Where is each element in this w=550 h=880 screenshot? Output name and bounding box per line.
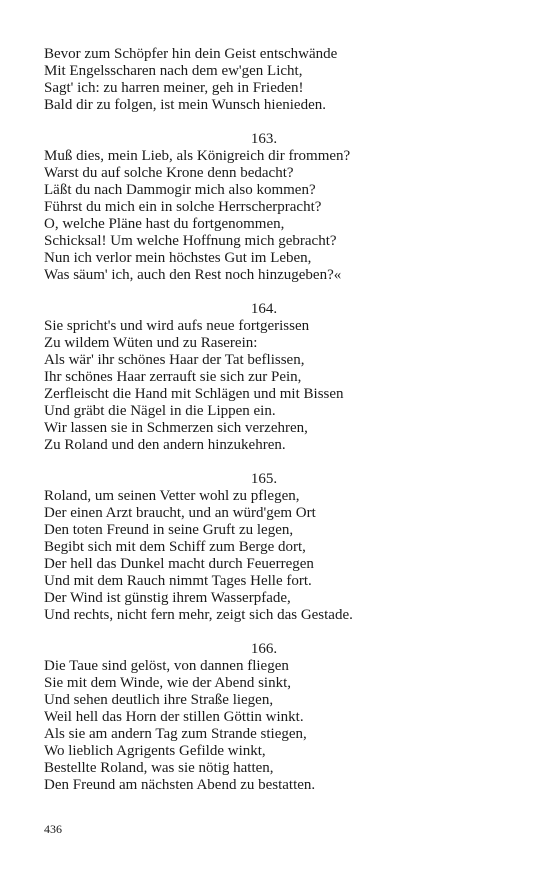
verse-line: Zerfleischt die Hand mit Schlägen und mit Bissen — [44, 386, 344, 402]
stanza-number: 166. — [250, 641, 278, 657]
verse-line: Den toten Freund in seine Gruft zu legen, — [44, 522, 294, 538]
stanza-number: 163. — [250, 131, 278, 147]
stanza-163 — [44, 131, 484, 284]
stanza-164 — [44, 301, 484, 454]
verse-line: Bald dir zu folgen, ist mein Wunsch hienieden. — [44, 97, 326, 113]
verse-line: Was säum' ich, auch den Rest noch hinzugeben?« — [44, 267, 342, 283]
verse-line: Sagt' ich: zu harren meiner, geh in Frieden! — [44, 80, 304, 96]
verse-line: Muß dies, mein Lieb, als Königreich dir frommen? — [44, 148, 351, 164]
verse-line: Und sehen deutlich ihre Straße liegen, — [44, 692, 274, 708]
verse-line: Zu wildem Wüten und zu Raserein: — [44, 335, 258, 351]
verse-line: Roland, um seinen Vetter wohl zu pflegen, — [44, 488, 300, 504]
verse-line: Und gräbt die Nägel in die Lippen ein. — [44, 403, 276, 419]
verse-line: Ihr schönes Haar zerrauft sie sich zur Pein, — [44, 369, 302, 385]
verse-line: Sie spricht's und wird aufs neue fortgerissen — [44, 318, 310, 334]
verse-line: Als wär' ihr schönes Haar der Tat beflissen, — [44, 352, 305, 368]
verse-line: Weil hell das Horn der stillen Göttin winkt. — [44, 709, 304, 725]
verse-line: Der Wind ist günstig ihrem Wasserpfade, — [44, 590, 291, 606]
verse-line: Zu Roland und den andern hinzukehren. — [44, 437, 286, 453]
verse-line: Nun ich verlor mein höchstes Gut im Leben, — [44, 250, 312, 266]
verse-line: Wir lassen sie in Schmerzen sich verzehren, — [44, 420, 308, 436]
page-body — [44, 46, 484, 811]
stanza-number: 164. — [250, 301, 278, 317]
verse-line: Der einen Arzt braucht, und an würd'gem Ort — [44, 505, 316, 521]
verse-line: Den Freund am nächsten Abend zu bestatten. — [44, 777, 316, 793]
verse-line: Warst du auf solche Krone denn bedacht? — [44, 165, 294, 181]
verse-line: Schicksal! Um welche Hoffnung mich gebracht? — [44, 233, 337, 249]
stanza-162-end — [44, 46, 484, 114]
verse-line: O, welche Pläne hast du fortgenommen, — [44, 216, 285, 232]
verse-line: Läßt du nach Dammogir mich also kommen? — [44, 182, 316, 198]
page-number: 436 — [44, 822, 62, 836]
stanza-166 — [44, 641, 484, 794]
verse-line: Bevor zum Schöpfer hin dein Geist entschwände — [44, 46, 338, 62]
verse-line: Und rechts, nicht fern mehr, zeigt sich das Gestade. — [44, 607, 353, 623]
verse-line: Bestellte Roland, was sie nötig hatten, — [44, 760, 274, 776]
verse-line: Wo lieblich Agrigents Gefilde winkt, — [44, 743, 266, 759]
stanza-number: 165. — [250, 471, 278, 487]
verse-line: Als sie am andern Tag zum Strande stiegen, — [44, 726, 307, 742]
verse-line: Begibt sich mit dem Schiff zum Berge dort, — [44, 539, 306, 555]
verse-line: Der hell das Dunkel macht durch Feuerregen — [44, 556, 314, 572]
verse-line: Und mit dem Rauch nimmt Tages Helle fort. — [44, 573, 312, 589]
verse-line: Sie mit dem Winde, wie der Abend sinkt, — [44, 675, 292, 691]
verse-line: Die Taue sind gelöst, von dannen fliegen — [44, 658, 289, 674]
verse-line: Führst du mich ein in solche Herrscherpracht? — [44, 199, 322, 215]
stanza-165 — [44, 471, 484, 624]
verse-line: Mit Engelsscharen nach dem ew'gen Licht, — [44, 63, 303, 79]
